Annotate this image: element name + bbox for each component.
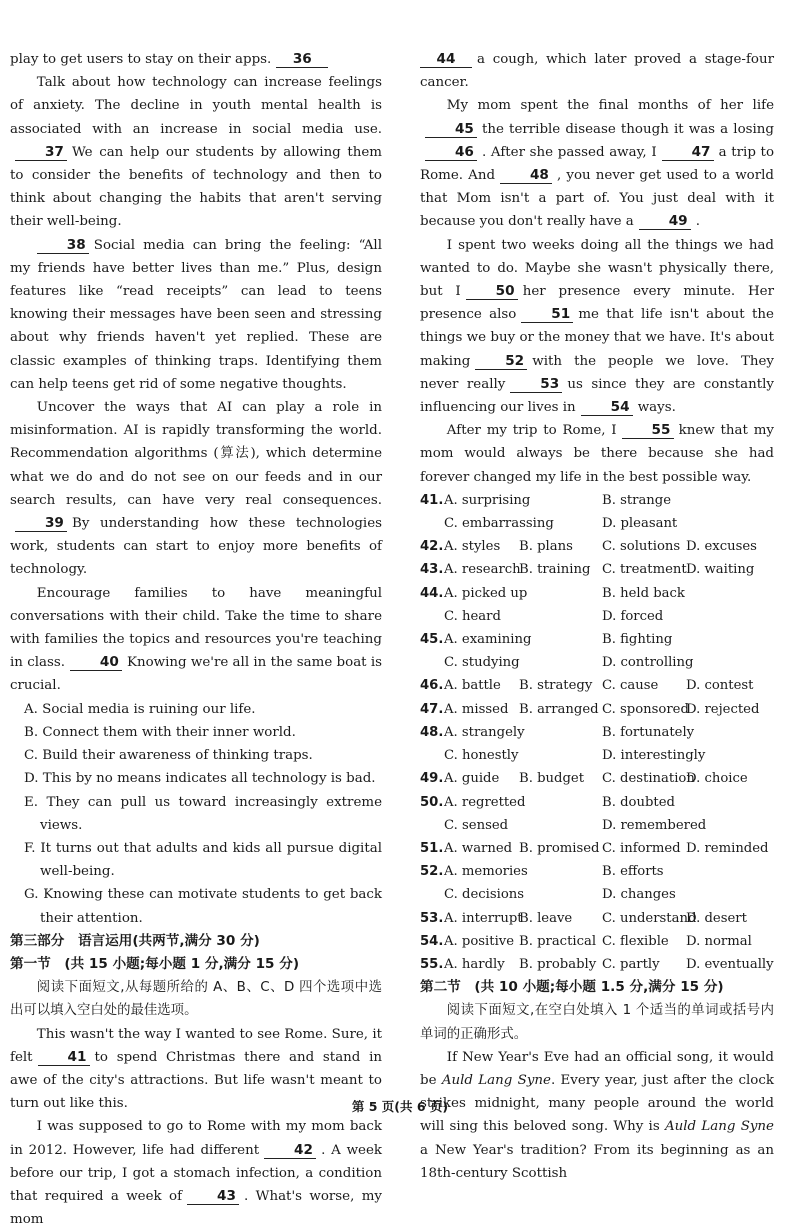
choice-a[interactable]: A. warned	[444, 840, 513, 856]
blank-41[interactable]: 41	[38, 1049, 90, 1066]
choice-c[interactable]: C. destination	[602, 771, 695, 787]
option-g[interactable]: G. Knowing these can motivate students to get back their attention.	[24, 887, 382, 926]
song-title: Auld Lang Syne	[441, 1072, 551, 1088]
blank-55[interactable]: 55	[622, 422, 674, 439]
cloze-paragraph: After my trip to Rome, I 55 knew that my mom would always be there because she had forever changed my life in the best possible way.	[420, 422, 774, 485]
blank-49[interactable]: 49	[639, 213, 691, 230]
question-list	[420, 489, 774, 976]
question-row	[420, 767, 774, 790]
question-row	[420, 744, 774, 767]
choice-b[interactable]: B. plans	[519, 539, 573, 555]
left-column	[10, 48, 382, 1231]
blank-45[interactable]: 45	[425, 121, 477, 138]
row-indent	[420, 512, 444, 535]
choice-d[interactable]: D. remembered	[602, 817, 707, 833]
question-number: 55.	[420, 956, 444, 972]
choice-b[interactable]: B. doubted	[602, 794, 675, 810]
passage-paragraph: Encourage families to have meaningful conversations with their child. Take the time to share with families the topics and resources you're teaching in class. 40 Knowing we're all in the same boat is crucial.	[10, 585, 382, 694]
choice-b[interactable]: B. practical	[519, 933, 597, 949]
passage-paragraph: 38 Social media can bring the feeling: “All my friends have better lives than me.” Plus, design features like “read receipts” can lead to teens knowing their messages have been seen and stressing about why friends haven't yet replied. These are classic examples of thinking traps. Identifying them can help teens get rid of some negative thoughts.	[10, 236, 382, 392]
question-number: 52.	[420, 864, 444, 880]
question-row	[420, 953, 774, 976]
blank-36[interactable]: 36	[276, 51, 328, 68]
question-row	[420, 489, 774, 512]
choice-a[interactable]: A. regretted	[444, 794, 526, 810]
blank-44[interactable]: 44	[420, 51, 472, 68]
question-row	[420, 930, 774, 953]
choice-b[interactable]: B. probably	[519, 956, 597, 972]
row-indent	[420, 605, 444, 628]
choice-b[interactable]: B. budget	[519, 771, 584, 787]
choice-b[interactable]: B. held back	[602, 585, 685, 601]
choice-a[interactable]: A. positive	[444, 933, 515, 949]
blank-38[interactable]: 38	[37, 237, 89, 254]
question-number: 45.	[420, 632, 444, 648]
option-c[interactable]: C. Build their awareness of thinking traps.	[24, 748, 313, 764]
choice-a[interactable]: A. styles	[444, 539, 501, 555]
choice-c[interactable]: C. treatment	[602, 562, 687, 578]
choice-c[interactable]: C. honestly	[444, 748, 519, 764]
question-number: 44.	[420, 585, 444, 601]
choice-b[interactable]: B. strategy	[519, 678, 593, 694]
blank-53[interactable]: 53	[510, 376, 562, 393]
choice-d[interactable]: D. contest	[686, 678, 754, 694]
cloze-paragraph: This wasn't the way I wanted to see Rome. Sure, it felt 41 to spend Christmas there and stand in awe of the city's attractions. But life wasn't meant to turn out like this.	[10, 1026, 382, 1112]
choice-a[interactable]: A. strangely	[444, 724, 525, 740]
choice-a[interactable]: A. battle	[444, 678, 501, 694]
cloze-paragraph: I spent two weeks doing all the things we had wanted to do. Maybe she wasn't physically there, but I 50 her presence every minute. Her presence also 51 me that life isn't about the things we buy or the money that we have. It's about making 52 with the people we love. They never really 53 us since they are constantly influencing our lives in 54 ways.	[420, 237, 775, 416]
choice-b[interactable]: B. fortunately	[602, 724, 695, 740]
question-row	[420, 558, 774, 581]
option-list	[10, 698, 382, 930]
row-indent	[420, 651, 444, 674]
section-two-heading: 第二节 (共 10 小题;每小题 1.5 分,满分 15 分)	[420, 979, 724, 996]
question-row	[420, 698, 774, 721]
question-number: 54.	[420, 933, 444, 949]
choice-d[interactable]: D. normal	[686, 933, 752, 949]
row-indent	[420, 883, 444, 906]
question-row	[420, 883, 774, 906]
choice-c[interactable]: C. studying	[444, 655, 520, 671]
blank-46[interactable]: 46	[425, 144, 477, 161]
choice-a[interactable]: A. memories	[444, 864, 528, 880]
passage-paragraph: Talk about how technology can increase feelings of anxiety. The decline in youth mental health is associated with an increase in social media use.37 We can help our students by allowing them to consider the benefits of technology and then to think about changing the habits that aren't serving their well-being.	[10, 75, 382, 230]
option-a[interactable]: A. Social media is ruining our life.	[24, 701, 256, 717]
blank-43[interactable]: 43	[187, 1188, 239, 1205]
choice-d[interactable]: D. eventually	[686, 956, 774, 972]
question-number: 46.	[420, 678, 444, 694]
question-row	[420, 605, 774, 628]
question-row	[420, 837, 774, 860]
section-two-instructions: 阅读下面短文,在空白处填入 1 个适当的单词或括号内单词的正确形式。	[420, 1003, 774, 1042]
blank-48[interactable]: 48	[500, 167, 552, 184]
choice-c[interactable]: C. decisions	[444, 887, 525, 903]
question-row	[420, 628, 774, 651]
page-footer: 第 5 页(共 6 页)	[351, 1099, 449, 1114]
section-one-instructions: 阅读下面短文,从每题所给的 A、B、C、D 四个选项中选出可以填入空白处的最佳选项。	[10, 980, 382, 1019]
choice-d[interactable]: D. controlling	[602, 655, 694, 671]
grammar-paragraph: If New Year's Eve had an official song, it would be Auld Lang Syne. Every year, just after the clock strikes midnight, many people around the world will sing this beloved song. Why is Auld Lang Syne a New Year's tradition? From its beginning as an 18th-century Scottish	[420, 1049, 774, 1181]
choice-c[interactable]: C. partly	[602, 956, 660, 972]
choice-c[interactable]: C. solutions	[602, 539, 681, 555]
choice-d[interactable]: D. pleasant	[602, 516, 678, 532]
choice-c[interactable]: C. informed	[602, 840, 681, 856]
row-indent	[420, 814, 444, 837]
choice-a[interactable]: A. missed	[444, 701, 509, 717]
choice-a[interactable]: A. surprising	[444, 492, 531, 508]
choice-a[interactable]: A. interrupt	[444, 910, 523, 926]
cloze-paragraph: I was supposed to go to Rome with my mom back in 2012. However, life had different 42 . A week before our trip, I got a stomach infection, a condition that required a week of 43 . What's worse, my mom	[10, 1119, 382, 1228]
choice-d[interactable]: D. choice	[686, 771, 748, 787]
blank-40[interactable]: 40	[70, 654, 122, 671]
blank-54[interactable]: 54	[581, 399, 633, 416]
question-number: 42.	[420, 539, 444, 555]
question-number: 48.	[420, 724, 444, 740]
blank-52[interactable]: 52	[475, 353, 527, 370]
choice-a[interactable]: A. examining	[444, 632, 532, 648]
choice-b[interactable]: B. strange	[602, 492, 672, 508]
choice-d[interactable]: D. waiting	[686, 562, 755, 578]
option-e[interactable]: E. They can pull us toward increasingly extreme views.	[24, 794, 382, 833]
choice-a[interactable]: A. picked up	[444, 585, 528, 601]
right-column	[420, 48, 774, 1185]
blank-37[interactable]: 37	[15, 144, 67, 161]
cloze-paragraph: 44 a cough, which later proved a stage-four cancer.	[420, 51, 774, 91]
choice-d[interactable]: D. forced	[602, 608, 664, 624]
question-row	[420, 651, 774, 674]
choice-b[interactable]: B. arranged	[519, 701, 599, 717]
option-d[interactable]: D. This by no means indicates all technology is bad.	[24, 771, 376, 787]
passage-paragraph: play to get users to stay on their apps. 36	[10, 48, 382, 71]
question-row	[420, 791, 774, 814]
choice-d[interactable]: D. reminded	[686, 840, 769, 856]
question-number: 43.	[420, 562, 444, 578]
passage-paragraph: Uncover the ways that AI can play a role in misinformation. AI is rapidly transforming the world. Recommendation algorithms (算法), which determine what we do and do not see on our feeds and in our search results, can have very real consequences.39 By understanding how these technologies work, students can start to enjoy more benefits of technology.	[10, 400, 382, 578]
blank-50[interactable]: 50	[466, 283, 518, 300]
section-one-heading: 第一节 (共 15 小题;每小题 1 分,满分 15 分)	[10, 955, 300, 972]
blank-51[interactable]: 51	[521, 306, 573, 323]
choice-c[interactable]: C. sponsored	[602, 701, 689, 717]
choice-b[interactable]: B. training	[519, 562, 591, 578]
choice-c[interactable]: C. cause	[602, 678, 659, 694]
choice-a[interactable]: A. guide	[444, 771, 500, 787]
blank-39[interactable]: 39	[15, 515, 67, 532]
question-number: 41.	[420, 492, 444, 508]
choice-d[interactable]: D. changes	[602, 887, 676, 903]
row-indent	[420, 744, 444, 767]
question-number: 47.	[420, 701, 444, 717]
question-number: 53.	[420, 910, 444, 926]
option-b[interactable]: B. Connect them with their inner world.	[24, 724, 296, 740]
choice-d[interactable]: D. excuses	[686, 539, 757, 555]
choice-c[interactable]: C. heard	[444, 608, 501, 624]
choice-d[interactable]: D. rejected	[686, 701, 760, 717]
question-row	[420, 582, 774, 605]
question-row	[420, 860, 774, 883]
question-row	[420, 535, 774, 558]
choice-d[interactable]: D. desert	[686, 910, 747, 926]
question-row	[420, 674, 774, 697]
blank-47[interactable]: 47	[662, 144, 714, 161]
option-f[interactable]: F. It turns out that adults and kids all pursue digital well-being.	[24, 840, 382, 880]
song-title: Auld Lang Syne	[664, 1119, 774, 1135]
question-row	[420, 907, 774, 930]
question-row	[420, 512, 774, 535]
cloze-paragraph: My mom spent the final months of her life45 the terrible disease though it was a losing46 . After she passed away, I 47 a trip to Rome. And 48 , you never get used to a world that Mom isn't a part of. You just deal with it because you don't really have a 49 .	[420, 98, 775, 230]
choice-b[interactable]: B. promised	[519, 840, 600, 856]
choice-b[interactable]: B. efforts	[602, 864, 664, 880]
question-number: 51.	[420, 840, 444, 856]
choice-c[interactable]: C. embarrassing	[444, 516, 554, 532]
question-row	[420, 721, 774, 744]
choice-c[interactable]: C. sensed	[444, 817, 509, 833]
choice-b[interactable]: B. leave	[519, 910, 573, 926]
choice-a[interactable]: A. hardly	[444, 956, 505, 972]
part-three-heading: 第三部分 语言运用(共两节,满分 30 分)	[10, 932, 260, 949]
choice-c[interactable]: C. flexible	[602, 933, 669, 949]
question-row	[420, 814, 774, 837]
choice-d[interactable]: D. interestingly	[602, 748, 706, 764]
question-number: 50.	[420, 794, 444, 810]
blank-42[interactable]: 42	[264, 1142, 316, 1159]
choice-b[interactable]: B. fighting	[602, 632, 673, 648]
question-number: 49.	[420, 771, 444, 787]
choice-a[interactable]: A. research	[444, 562, 521, 578]
choice-c[interactable]: C. understand	[602, 910, 697, 926]
